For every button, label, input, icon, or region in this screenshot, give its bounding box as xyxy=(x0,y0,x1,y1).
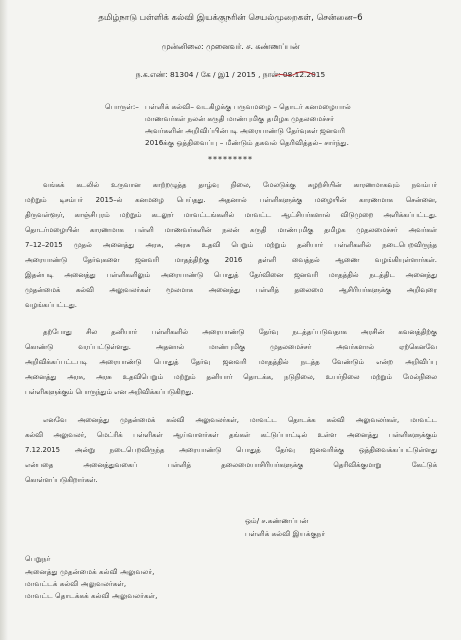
recipients-label: பெறுநர் xyxy=(25,554,51,563)
subject-line: பள்ளிக் கல்வி– வடகிழக்கு பருவமழை – தொடர் கனமழையால் xyxy=(145,102,351,111)
subject-line: அவர்களின் அறிவிப்பின்படி அரையாண்டு தேர்வுகள் ஜனவரி xyxy=(145,126,346,135)
paragraph-line: தற்போது சில தனியார் பள்ளிகளில் அரையாண்டு தேர்வு நடத்தப்படுவதாக அரசின் கவனத்திற்கு xyxy=(43,328,437,336)
paragraph-line: தொடர்மழையின் காரணமாக பள்ளி மாணவர்களின் நலன் கருதி மாண்புமிகு தமிழக முதலமைச்சர் அவர்கள் xyxy=(25,226,437,234)
paragraph-line: வழங்கப்பட்டது. xyxy=(25,301,77,309)
signature-name: ஒம்/ ச.கண்ணப்பன் xyxy=(245,516,309,525)
paragraph-line: 7.12.2015 அன்று நடைபெறவிருந்த அரையாண்டு பொதுத் தேர்வு ஜனவரிக்கு ஒத்திவைக்கப்பட்டுள்ளது xyxy=(25,446,437,454)
paragraph-line: கொள்ளப்படுகிறார்கள். xyxy=(25,476,98,484)
subject-line: மாணவர்கள் நலன் கருதி மாண்புமிகு தமிழக முதலமைச்சர் xyxy=(145,114,335,123)
paragraph-line: வங்கக் கடலில் உருவான காற்றழுத்த தாழ்வு நிலை, மேலடுக்கு சுழற்சியின் காரணமாகவும் நவம்பர் xyxy=(43,181,437,189)
paragraph-line: அரையாண்டு தேர்வுகளை ஜனவரி மாதத்திற்கு 2016 தள்ளி வைத்தல் ஆணை வழங்கியுள்ளார்கள். xyxy=(25,256,437,264)
paragraph-line: பள்ளிகளுக்கும் பொருந்தும் என அறிவிக்கப்படுகிறது. xyxy=(25,388,194,396)
paragraph-line: இதன்படி அனைத்து பள்ளிகளிலும் அரையாண்டு பொதுத் தேர்வினை ஜனவரி மாதத்தில் நடத்திட அனைத்து xyxy=(25,271,437,279)
recipient-line: மாவட்ட தொடக்கக் கல்வி அலுவலர்கள், xyxy=(25,591,158,600)
recipient-line: அனைத்து முதன்மைக் கல்வி அலுவலர், xyxy=(25,567,155,576)
paragraph-line: 7–12–2015 முதல் அனைத்து அரசு, அரசு உதவி பெறும் மற்றும் தனியார் பள்ளிகளில் நடைபெறவிருந்த xyxy=(25,241,437,249)
paragraph-line: அறிவிக்கப்பட்டபடி அரையாண்டு பொதுத் தேர்வு ஜனவரி மாதத்தில் நடத்த வேண்டும் என்ற அறிவிப்பு xyxy=(25,358,437,366)
paragraph-line: கல்வி அலுவலர், மெட்ரிக் பள்ளிகள் ஆய்வாளர்கள் தங்கள் கட்டுப்பாட்டில் உள்ள அனைத்து பள்ளிகளுக்கும் xyxy=(25,431,437,439)
paragraph-line: கொண்டு வரப்பட்டுள்ளது. அதனால் மாண்புமிகு முதலமைச்சர் அவர்களால் ஏற்கெனவே xyxy=(25,343,437,351)
paragraph-line: மற்றும் டிசம்பர் 2015–ல் கனமழை பெய்தது. அதனால் பள்ளிகளுக்கு மழையின் காரணமாக சென்னை, xyxy=(25,196,437,204)
office-heading: தமிழ்நாடு பள்ளிக் கல்வி இயக்குநரின் செயல்முறைகள், சென்னை–6 xyxy=(98,13,363,23)
paragraph-line: திருவள்ளூர், காஞ்சிபுரம் மற்றும் கடலூர் மாவட்டங்களில் மாவட்ட ஆட்சியர்களால் விடுமுறை அளிக்கப்பட்டது. xyxy=(25,211,437,219)
ink-strike-mark xyxy=(274,70,316,79)
paragraph-line: என்பதை அனைத்துவகைப் பள்ளித் தலைமையாசிரியர்களுக்கு தெரிவிக்குமாறு கேட்டுக் xyxy=(25,461,437,469)
separator: ********* xyxy=(208,155,253,164)
reference-number: ந.க.எண்: 81304 / கே / இ1 / 2015 , நாள்: 08.12.2015 xyxy=(135,70,326,79)
paragraph-line: அனைத்து அரசு, அரசு உதவிபெறும் மற்றும் தனியார் தொடக்க, நடுநிலை, உயர்நிலை மற்றும் மேல்நிலை xyxy=(25,373,437,381)
recipient-line: மாவட்டக் கல்வி அலுவலர்கள், xyxy=(25,579,127,588)
presence-line: முன்னிலை: முனைவர். ச. கண்ணப்பன் xyxy=(161,42,300,51)
subject-label: பொருள்:– xyxy=(105,102,139,111)
paragraph-line: முதன்மைக் கல்வி அலுவலர்கள் மூலமாக அனைத்து பள்ளித் தலைமை ஆசிரியர்களுக்கு அறிவுரை xyxy=(25,286,437,294)
subject-line: 2016க்கு ஒத்திவைப்பு – மீண்டும் தகவல் தெரிவித்தல்– சார்ந்து. xyxy=(145,138,349,147)
paragraph-line: எனவே அனைத்து முதன்மைக் கல்வி அலுவலர்கள், மாவட்ட தொடக்க கல்வி அலுவலர்கள், மாவட்ட xyxy=(43,416,437,424)
signature-title: பள்ளிக் கல்வி இயக்குநர் xyxy=(245,529,326,538)
scan-edge xyxy=(0,0,8,640)
